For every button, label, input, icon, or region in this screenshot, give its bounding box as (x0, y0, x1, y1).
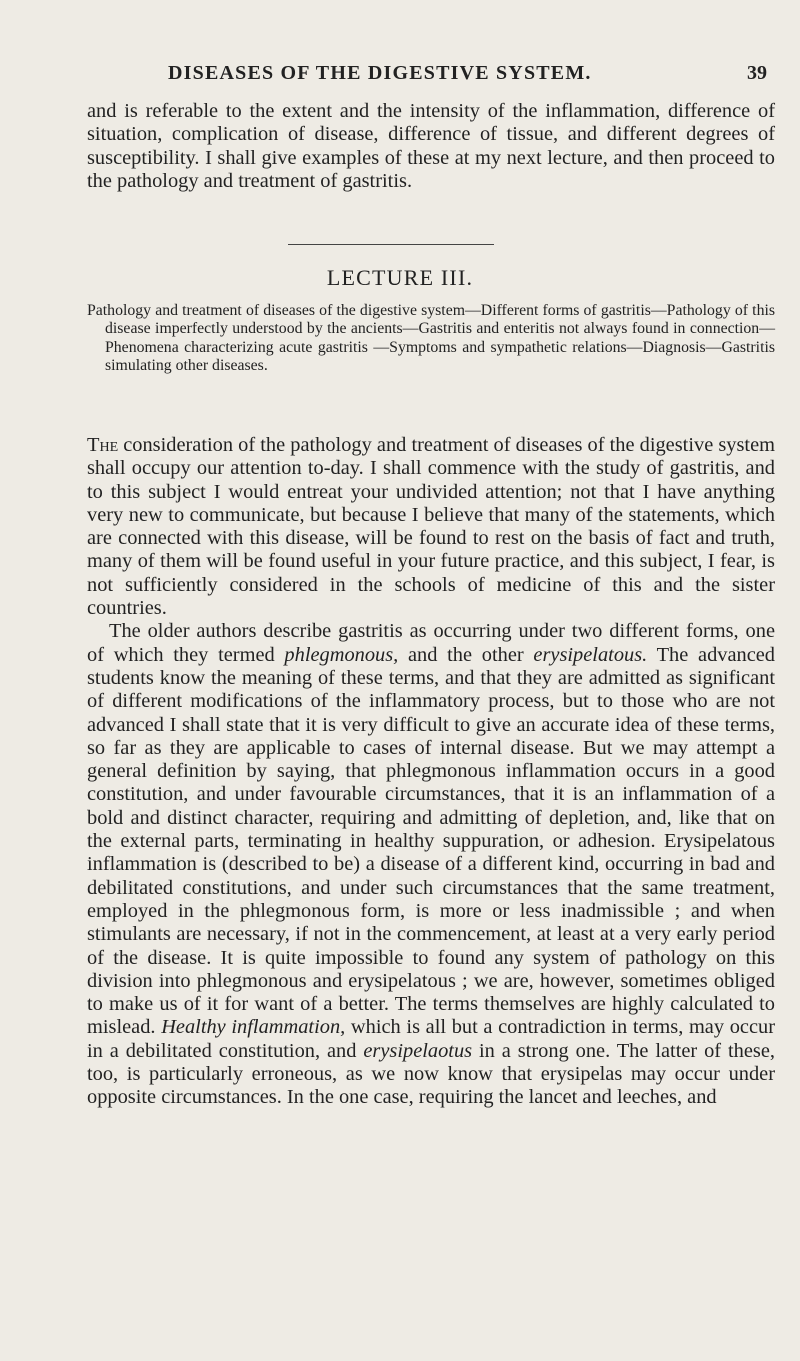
term-healthy-inflammation: Healthy inflammation, (161, 1016, 346, 1039)
paragraph-2-part-1: The older authors describe gastritis as occurring under two different forms, one of which they termed (87, 620, 775, 666)
page-number: 39 (747, 62, 767, 84)
lecture-summary (87, 302, 775, 375)
term-erysipelatous: erysipelatous. (533, 643, 648, 666)
paragraph-1-lead-word: The (87, 434, 119, 456)
running-title: DISEASES OF THE DIGESTIVE SYSTEM. (168, 62, 592, 84)
paragraph-1-text: consideration of the pathology and treatment of diseases of the digestive system shall occupy our attention to-day. I shall commence with the study of gastritis, and to this subject I would entreat your undivided attention; not that I have anything very new to communicate, but because I believe that many of the statements, which are connected with this disease, will be found to rest on the basis of fact and truth, many of them will be found useful in your future practice, and this subject, I fear, is not sufficiently considered in the schools of medicine of this and the sister countries. (87, 434, 775, 620)
paragraph-2-part-5: in a strong one. The latter of these, too, is particularly erroneous, as we now know that erysipelas may occur under opposite circumstances. In the one case, requiring the lancet and leeches, and (87, 1039, 775, 1109)
paragraph-2 (87, 620, 775, 1109)
lecture-summary-text: Pathology and treatment of diseases of the digestive system—Different forms of gastritis—Pathology of this disease imperfectly understood by the ancients—Gastritis and enteritis not always found in connection—Phenomena characterizing acute gastritis —Symptoms and sympathetic relations—Diagnosis—Gastritis simulating other diseases. (87, 302, 775, 374)
section-divider (288, 244, 494, 245)
lecture-heading: LECTURE III. (326, 265, 474, 290)
paragraph-1 (87, 434, 775, 620)
intro-block (87, 100, 775, 193)
paragraph-2-part-3: The advanced students know the meaning of these terms, and that they are admitted as significant of different modifications of the inflammatory process, but to those who are not advanced I shall state that it is very difficult to give an accurate idea of these terms, so far as they are applicable to cases of internal disease. But we may attempt a general definition by saying, that phlegmonous inflammation occurs in a good constitution, and under favourable circumstances, that it is an inflammation of a bold and distinct character, requiring and admitting of depletion, and, like that on the external parts, terminating in healthy suppuration, or adhesion. Erysipelatous inflammation is (described to be) a disease of a different kind, occurring in bad and debilitated constitutions, and under such circumstances that the same treatment, employed in the phlegmonous form, is more or less inadmissible ; and when stimulants are necessary, if not in the commencement, at least at a very early period of the disease. It is quite impossible to found any system of pathology on this division into phlegmonous and erysipelatous ; we are, however, sometimes obliged to make us of it for want of a better. The terms themselves are highly calculated to mislead. (87, 643, 776, 1039)
term-phlegmonous: phlegmonous, (284, 643, 399, 666)
intro-paragraph: and is referable to the extent and the intensity of the inflammation, difference of situation, complication of disease, difference of tissue, and different degrees of susceptibility. I shall give examples of these at my next lecture, and then proceed to the pathology and treatment of gastritis. (87, 100, 775, 192)
paragraph-2-part-2: and the other (398, 643, 534, 666)
lecture-body (87, 434, 775, 1110)
paragraph-2-part-4: which is all but a contradiction in terms, may occur in a debilitated constitution, and (87, 1016, 775, 1062)
page-header (0, 62, 800, 86)
term-erysipelaotus: erysipelaotus (363, 1039, 473, 1062)
